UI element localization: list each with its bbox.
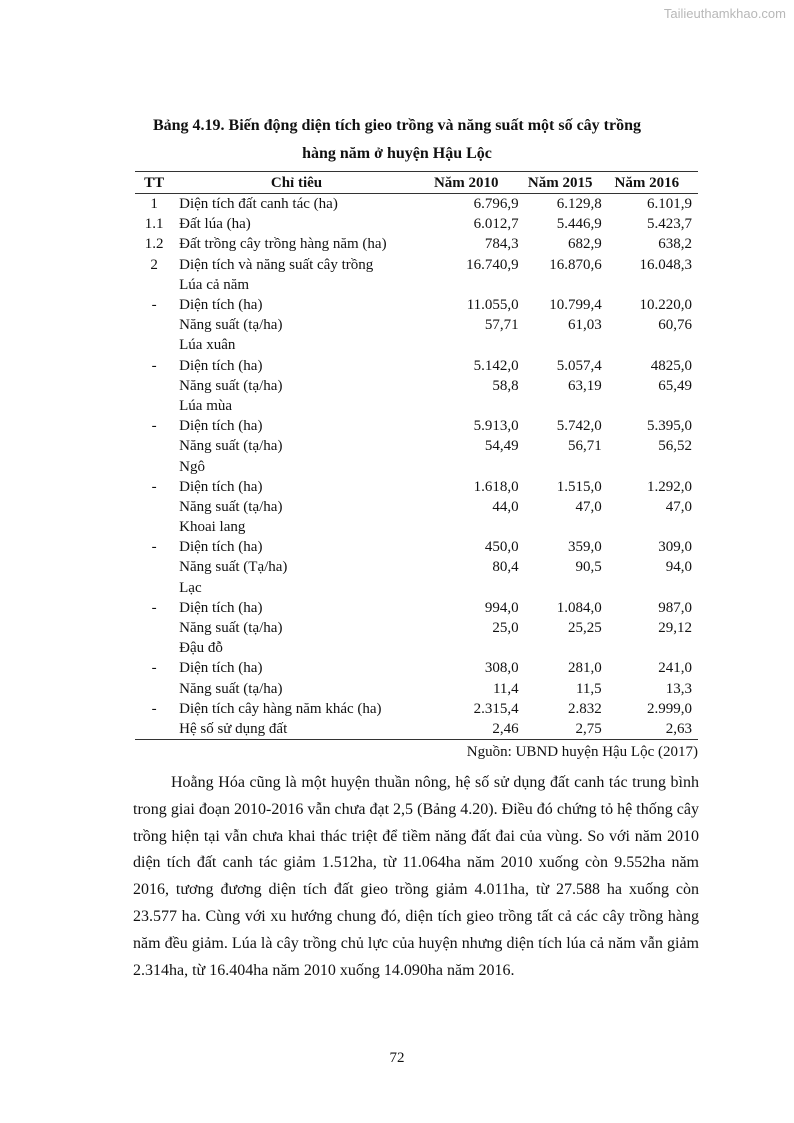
row-tt — [135, 436, 173, 456]
row-tt — [135, 335, 173, 355]
row-value-2016: 1.292,0 — [647, 478, 692, 495]
row-value-2016: 638,2 — [658, 236, 692, 253]
table-row — [135, 497, 698, 517]
row-value-2015: 16.870,6 — [549, 256, 602, 273]
row-indicator: Lạc — [179, 579, 202, 596]
row-value-2016 — [602, 578, 698, 598]
row-indicator: Lúa mùa — [179, 397, 233, 414]
crop-data-table — [135, 171, 698, 740]
table-row — [135, 376, 698, 396]
row-tt — [135, 638, 173, 658]
table-row — [135, 557, 698, 577]
row-value-2010: 57,71 — [484, 317, 519, 334]
row-value-2010: 5.913,0 — [473, 418, 519, 435]
caption-line-1: Bảng 4.19. Biến động diện tích gieo trồng và năng suất một số cây trồng — [152, 117, 642, 134]
row-value-2016: 4825,0 — [650, 357, 692, 374]
header-tt: TT — [135, 172, 173, 194]
header-2010: Năm 2010 — [414, 172, 519, 194]
table-row — [135, 315, 698, 335]
row-tt — [135, 578, 173, 598]
row-value-2010: 25,0 — [492, 620, 519, 637]
watermark-text: Tailieuthamkhao.com — [663, 6, 786, 21]
row-tt — [135, 275, 173, 295]
row-tt: 1.2 — [144, 236, 164, 253]
body-paragraph: Hoằng Hóa cũng là một huyện thuần nông, hệ số sử dụng đất canh tác trung bình trong giai đoạn 2010-2016 vẫn chưa đạt 2,5 (Bảng 4.20). Điều đó chứng tỏ hệ thống cây trồng hiện tại vẫn chưa khai thác triệt để tiềm năng đất đai của vùng. So với năm 2010 diện tích đất canh tác giảm 1.512ha, từ 11.064ha năm 2010 xuống còn 9.552ha năm 2016, tương đương diện tích đất gieo trồng giảm 4.011ha, từ 27.588 ha xuống còn 23.577 ha. Cùng với xu hướng chung đó, diện tích gieo trồng tất cả các cây trồng hàng năm đều giảm. Lúa là cây trồng chủ lực của huyện nhưng diện tích lúa cả năm vẫn giảm 2.314ha, từ 16.404ha năm 2010 xuống 14.090ha năm 2016. — [133, 774, 699, 979]
row-value-2015: 47,0 — [575, 498, 602, 515]
row-value-2010 — [414, 335, 519, 355]
row-value-2015 — [519, 517, 602, 537]
row-value-2016: 29,12 — [658, 620, 692, 637]
table-row — [135, 537, 698, 557]
row-value-2016: 987,0 — [658, 599, 692, 616]
header-2015: Năm 2015 — [519, 172, 602, 194]
row-value-2015 — [519, 335, 602, 355]
table-caption — [110, 112, 684, 168]
row-value-2010: 994,0 — [484, 599, 519, 616]
row-indicator: Diện tích (ha) — [179, 297, 263, 314]
row-indicator: Năng suất (tạ/ha) — [179, 438, 283, 455]
row-indicator: Năng suất (tạ/ha) — [179, 317, 283, 334]
row-value-2016: 60,76 — [658, 317, 692, 334]
row-tt: 2 — [150, 256, 158, 273]
table-row — [135, 578, 698, 598]
row-value-2015: 61,03 — [567, 317, 602, 334]
row-tt — [135, 456, 173, 476]
row-tt — [135, 557, 173, 577]
row-value-2015 — [519, 456, 602, 476]
row-indicator: Diện tích và năng suất cây trồng — [179, 256, 374, 273]
table-source: Nguồn: UBND huyện Hậu Lộc (2017) — [466, 744, 698, 760]
row-indicator: Đậu đỗ — [179, 640, 223, 657]
table-row — [135, 517, 698, 537]
row-tt: 1 — [150, 196, 158, 213]
row-tt — [135, 517, 173, 537]
row-value-2010: 58,8 — [492, 377, 519, 394]
row-value-2010: 16.740,9 — [466, 256, 519, 273]
table-row — [135, 658, 698, 678]
row-indicator: Diện tích (ha) — [179, 418, 263, 435]
row-tt — [135, 679, 173, 699]
table-row — [135, 234, 698, 254]
row-value-2010 — [414, 578, 519, 598]
row-value-2010: 80,4 — [492, 559, 519, 576]
table-row — [135, 699, 698, 719]
row-indicator: Năng suất (Tạ/ha) — [179, 559, 288, 576]
row-indicator: Đất lúa (ha) — [179, 216, 251, 233]
row-value-2010 — [414, 638, 519, 658]
table-row — [135, 638, 698, 658]
row-value-2010: 54,49 — [484, 438, 519, 455]
row-value-2016: 2,63 — [602, 719, 698, 740]
row-indicator: Lúa cả năm — [179, 276, 250, 293]
row-value-2010 — [414, 456, 519, 476]
row-indicator: Đất trồng cây trồng hàng năm (ha) — [179, 236, 387, 253]
row-value-2015: 11,5 — [575, 680, 602, 697]
row-tt — [135, 315, 173, 335]
row-tt: - — [151, 539, 157, 556]
row-value-2015: 281,0 — [567, 660, 602, 677]
row-value-2010 — [414, 275, 519, 295]
row-value-2010: 44,0 — [492, 498, 519, 515]
row-value-2016: 6.101,9 — [647, 196, 692, 213]
row-value-2016: 10.220,0 — [639, 297, 692, 314]
row-tt: - — [151, 297, 157, 314]
row-value-2010: 2.315,4 — [473, 700, 519, 717]
table-row — [135, 356, 698, 376]
row-value-2010: 11,4 — [492, 680, 519, 697]
row-value-2015 — [519, 275, 602, 295]
row-value-2016: 16.048,3 — [639, 256, 692, 273]
row-value-2016: 94,0 — [665, 559, 692, 576]
row-value-2015 — [519, 578, 602, 598]
row-indicator: Năng suất (tạ/ha) — [179, 377, 283, 394]
table-row — [135, 396, 698, 416]
row-tt — [135, 396, 173, 416]
row-value-2010: 11.055,0 — [466, 297, 519, 314]
row-value-2010 — [414, 517, 519, 537]
row-value-2016 — [602, 456, 698, 476]
table-row — [135, 719, 698, 740]
row-value-2016 — [602, 638, 698, 658]
row-value-2016: 56,52 — [658, 438, 692, 455]
row-value-2015: 5.057,4 — [556, 357, 602, 374]
row-value-2016: 241,0 — [658, 660, 692, 677]
row-indicator: Năng suất (tạ/ha) — [179, 498, 283, 515]
row-value-2015: 56,71 — [567, 438, 602, 455]
row-tt — [135, 376, 173, 396]
row-value-2015: 90,5 — [575, 559, 602, 576]
row-tt: - — [151, 660, 157, 677]
caption-line-2: hàng năm ở huyện Hậu Lộc — [302, 145, 492, 162]
row-value-2016: 65,49 — [658, 377, 692, 394]
row-tt: - — [151, 599, 157, 616]
row-value-2015 — [519, 638, 602, 658]
row-indicator: Diện tích (ha) — [179, 357, 263, 374]
table-row — [135, 477, 698, 497]
table-row — [135, 255, 698, 275]
table-row — [135, 194, 698, 215]
row-tt: 1.1 — [144, 216, 164, 233]
row-value-2010 — [414, 396, 519, 416]
row-indicator: Lúa xuân — [179, 337, 236, 354]
table-row — [135, 456, 698, 476]
row-value-2010: 5.142,0 — [473, 357, 519, 374]
row-value-2016: 13,3 — [665, 680, 692, 697]
row-indicator: Năng suất (tạ/ha) — [179, 620, 283, 637]
row-tt: - — [151, 418, 157, 435]
row-value-2015: 2.832 — [567, 700, 602, 717]
row-value-2016 — [602, 517, 698, 537]
row-indicator: Diện tích đất canh tác (ha) — [179, 196, 338, 213]
row-tt: - — [151, 478, 157, 495]
row-value-2015: 2,75 — [519, 719, 602, 740]
row-value-2015: 1.084,0 — [556, 599, 602, 616]
table-row — [135, 436, 698, 456]
row-value-2015: 63,19 — [567, 377, 602, 394]
header-2016: Năm 2016 — [602, 172, 698, 194]
header-indicator: Chỉ tiêu — [173, 172, 414, 194]
row-tt — [135, 497, 173, 517]
row-tt: - — [151, 700, 157, 717]
row-indicator: Diện tích cây hàng năm khác (ha) — [179, 700, 382, 717]
row-value-2016 — [602, 275, 698, 295]
row-indicator: Diện tích (ha) — [179, 539, 263, 556]
row-indicator: Năng suất (tạ/ha) — [179, 680, 283, 697]
row-value-2010: 6.012,7 — [473, 216, 519, 233]
table-row — [135, 598, 698, 618]
row-value-2015: 5.446,9 — [556, 216, 602, 233]
row-indicator: Diện tích (ha) — [179, 660, 263, 677]
table-row — [135, 618, 698, 638]
table-row — [135, 214, 698, 234]
page-number: 72 — [389, 1050, 405, 1066]
table-row — [135, 275, 698, 295]
row-value-2015: 359,0 — [567, 539, 602, 556]
row-indicator: Diện tích (ha) — [179, 478, 263, 495]
row-indicator: Hệ số sử dụng đất — [173, 719, 414, 740]
row-value-2016: 5.395,0 — [647, 418, 692, 435]
row-value-2015: 5.742,0 — [556, 418, 602, 435]
row-value-2010: 6.796,9 — [473, 196, 519, 213]
row-indicator: Ngô — [179, 458, 205, 475]
row-value-2015: 682,9 — [567, 236, 602, 253]
row-value-2010: 450,0 — [484, 539, 519, 556]
row-value-2010: 2,46 — [414, 719, 519, 740]
row-tt — [135, 618, 173, 638]
row-value-2015: 10.799,4 — [549, 297, 602, 314]
table-row — [135, 295, 698, 315]
row-value-2016 — [602, 396, 698, 416]
table-header-row — [135, 172, 698, 194]
row-value-2015: 25,25 — [567, 620, 602, 637]
row-value-2010: 1.618,0 — [473, 478, 519, 495]
row-value-2015: 6.129,8 — [556, 196, 602, 213]
row-indicator: Khoai lang — [179, 519, 246, 536]
row-value-2015: 1.515,0 — [556, 478, 602, 495]
row-value-2016: 309,0 — [658, 539, 692, 556]
row-value-2016: 47,0 — [665, 498, 692, 515]
table-body — [135, 194, 698, 740]
row-indicator: Diện tích (ha) — [179, 599, 263, 616]
table-row — [135, 416, 698, 436]
row-value-2016 — [602, 335, 698, 355]
row-tt — [135, 719, 173, 740]
row-value-2010: 308,0 — [484, 660, 519, 677]
row-value-2016: 5.423,7 — [647, 216, 692, 233]
row-value-2016: 2.999,0 — [647, 700, 692, 717]
table-row — [135, 335, 698, 355]
row-value-2015 — [519, 396, 602, 416]
row-value-2010: 784,3 — [484, 236, 519, 253]
table-row — [135, 679, 698, 699]
row-tt: - — [151, 357, 157, 374]
